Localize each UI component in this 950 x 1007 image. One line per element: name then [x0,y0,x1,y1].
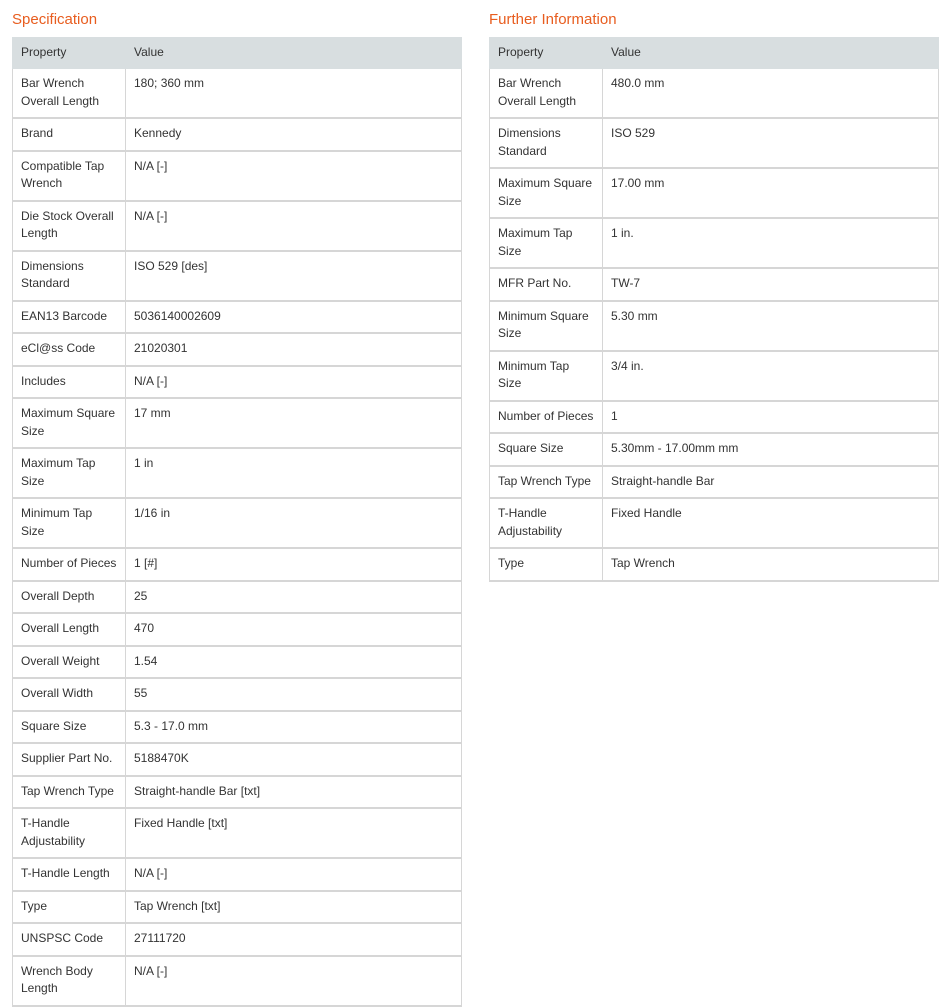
value-cell: N/A [-] [126,366,462,399]
table-row [490,401,939,434]
property-cell: Minimum Tap Size [13,498,126,548]
value-column-header: Value [603,38,939,69]
table-row [490,218,939,268]
table-row [490,168,939,218]
value-cell: N/A [-] [126,201,462,251]
specification-panel [12,9,462,1007]
property-cell: Includes [13,366,126,399]
table-row [13,858,462,891]
property-column-header: Property [13,38,126,69]
property-cell: EAN13 Barcode [13,301,126,334]
table-row [13,646,462,679]
table-header-row [490,38,939,69]
value-cell: 3/4 in. [603,351,939,401]
value-cell: Tap Wrench [txt] [126,891,462,924]
property-cell: Number of Pieces [13,548,126,581]
value-cell: 1 [#] [126,548,462,581]
value-cell: TW-7 [603,268,939,301]
further-information-table [489,37,939,582]
table-row [13,548,462,581]
table-row [13,613,462,646]
table-row [490,498,939,548]
property-cell: Square Size [13,711,126,744]
table-row [490,351,939,401]
value-cell: 55 [126,678,462,711]
property-cell: Maximum Square Size [490,168,603,218]
property-cell: Maximum Tap Size [490,218,603,268]
value-cell: 1 [603,401,939,434]
property-cell: Bar Wrench Overall Length [490,69,603,119]
table-row [13,498,462,548]
property-cell: Overall Weight [13,646,126,679]
property-cell: Wrench Body Length [13,956,126,1006]
property-cell: Minimum Square Size [490,301,603,351]
table-row [13,118,462,151]
value-cell: 480.0 mm [603,69,939,119]
value-cell: 1.54 [126,646,462,679]
property-cell: Tap Wrench Type [490,466,603,499]
table-row [13,366,462,399]
specification-table-body [13,69,462,1006]
further-information-title: Further Information [489,11,617,28]
value-cell: 1 in. [603,218,939,268]
table-row [490,118,939,168]
further-information-panel [489,9,939,582]
table-row [13,678,462,711]
value-cell: N/A [-] [126,956,462,1006]
table-row [490,466,939,499]
table-header-row [13,38,462,69]
table-row [13,69,462,119]
property-cell: Brand [13,118,126,151]
value-cell: ISO 529 [603,118,939,168]
property-cell: Type [490,548,603,581]
property-cell: Dimensions Standard [490,118,603,168]
table-row [13,923,462,956]
value-cell: N/A [-] [126,858,462,891]
table-row [13,581,462,614]
value-cell: N/A [-] [126,151,462,201]
value-cell: Straight-handle Bar [603,466,939,499]
property-cell: Overall Width [13,678,126,711]
property-cell: Dimensions Standard [13,251,126,301]
table-row [490,268,939,301]
table-row [490,69,939,119]
property-cell: Supplier Part No. [13,743,126,776]
value-cell: 5.30mm - 17.00mm mm [603,433,939,466]
table-row [490,301,939,351]
property-cell: Bar Wrench Overall Length [13,69,126,119]
value-cell: 21020301 [126,333,462,366]
table-row [13,251,462,301]
value-cell: Tap Wrench [603,548,939,581]
value-cell: 5.30 mm [603,301,939,351]
property-cell: UNSPSC Code [13,923,126,956]
value-cell: 27111720 [126,923,462,956]
value-column-header: Value [126,38,462,69]
table-row [13,743,462,776]
table-row [13,711,462,744]
value-cell: 180; 360 mm [126,69,462,119]
specification-table [12,37,462,1007]
property-cell: T-Handle Adjustability [13,808,126,858]
value-cell: Fixed Handle [603,498,939,548]
value-cell: 25 [126,581,462,614]
value-cell: 470 [126,613,462,646]
value-cell: 5.3 - 17.0 mm [126,711,462,744]
property-cell: Square Size [490,433,603,466]
property-cell: Maximum Tap Size [13,448,126,498]
table-row [13,808,462,858]
value-cell: Kennedy [126,118,462,151]
table-row [13,448,462,498]
property-cell: MFR Part No. [490,268,603,301]
table-row [13,891,462,924]
value-cell: 17 mm [126,398,462,448]
property-cell: T-Handle Adjustability [490,498,603,548]
table-row [13,151,462,201]
property-cell: T-Handle Length [13,858,126,891]
value-cell: 5036140002609 [126,301,462,334]
property-cell: Die Stock Overall Length [13,201,126,251]
table-row [13,956,462,1006]
table-row [13,333,462,366]
value-cell: Fixed Handle [txt] [126,808,462,858]
table-row [13,201,462,251]
table-row [13,398,462,448]
property-cell: Compatible Tap Wrench [13,151,126,201]
value-cell: 1/16 in [126,498,462,548]
property-cell: Overall Depth [13,581,126,614]
table-row [490,548,939,581]
property-column-header: Property [490,38,603,69]
further-information-table-body [490,69,939,581]
value-cell: ISO 529 [des] [126,251,462,301]
property-cell: Tap Wrench Type [13,776,126,809]
table-row [13,301,462,334]
property-cell: Maximum Square Size [13,398,126,448]
table-row [490,433,939,466]
property-cell: Minimum Tap Size [490,351,603,401]
table-row [13,776,462,809]
property-cell: Number of Pieces [490,401,603,434]
specification-title: Specification [12,11,98,28]
value-cell: Straight-handle Bar [txt] [126,776,462,809]
value-cell: 1 in [126,448,462,498]
property-cell: Type [13,891,126,924]
property-cell: Overall Length [13,613,126,646]
value-cell: 5188470K [126,743,462,776]
property-cell: eCl@ss Code [13,333,126,366]
value-cell: 17.00 mm [603,168,939,218]
